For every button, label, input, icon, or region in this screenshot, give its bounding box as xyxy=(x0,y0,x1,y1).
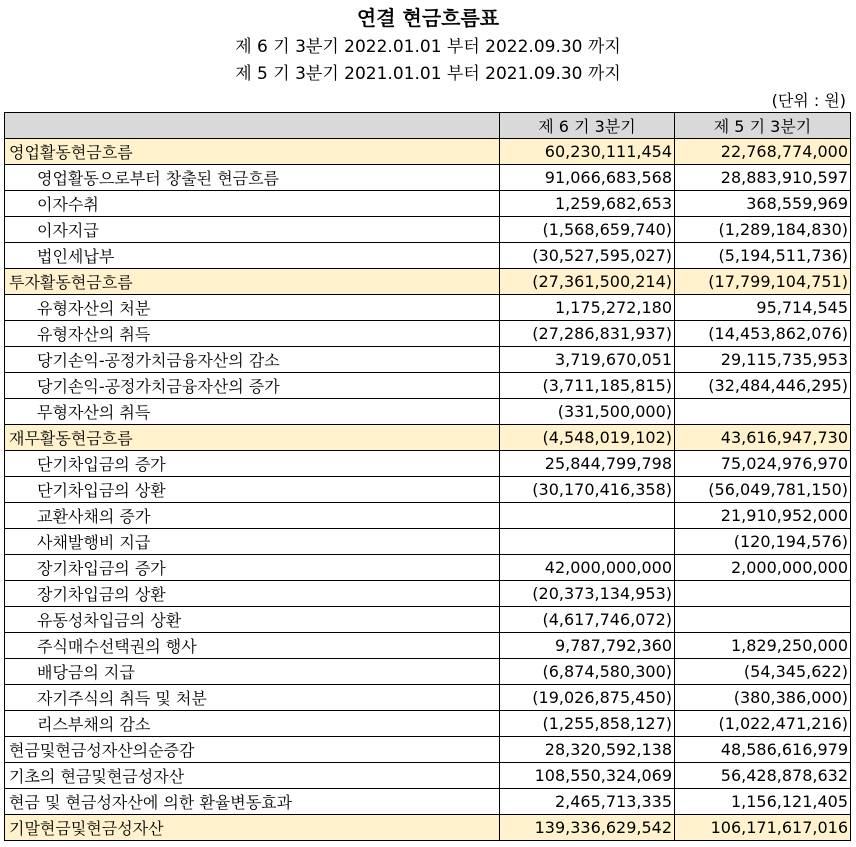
current-period-value: 28,320,592,138 xyxy=(500,737,675,763)
row-label: 장기차입금의 증가 xyxy=(5,555,500,581)
row-label: 기말현금및현금성자산 xyxy=(5,815,500,841)
row-label: 교환사채의 증가 xyxy=(5,503,500,529)
prior-period-value: (380,386,000) xyxy=(675,685,851,711)
current-period-value: 42,000,000,000 xyxy=(500,555,675,581)
prior-period-value: (120,194,576) xyxy=(675,529,851,555)
current-period-value: 108,550,324,069 xyxy=(500,763,675,789)
table-row xyxy=(5,685,851,711)
header-label-column xyxy=(5,113,500,139)
row-label: 영업활동으로부터 창출된 현금흐름 xyxy=(5,165,500,191)
table-row xyxy=(5,763,851,789)
unit-label: (단위 : 원) xyxy=(771,91,846,110)
table-row xyxy=(5,477,851,503)
page-title: 연결 현금흐름표 xyxy=(356,6,500,30)
row-label: 단기차입금의 상환 xyxy=(5,477,500,503)
prior-period-value: (54,345,622) xyxy=(675,659,851,685)
prior-period-value: 106,171,617,016 xyxy=(675,815,851,841)
row-label: 유형자산의 취득 xyxy=(5,321,500,347)
current-period-value: 1,259,682,653 xyxy=(500,191,675,217)
row-label: 현금 및 현금성자산에 의한 환율변동효과 xyxy=(5,789,500,815)
current-period-value: (20,373,134,953) xyxy=(500,581,675,607)
prior-period-value: 21,910,952,000 xyxy=(675,503,851,529)
row-label: 단기차입금의 증가 xyxy=(5,451,500,477)
current-period-value: 3,719,670,051 xyxy=(500,347,675,373)
row-label: 재무활동현금흐름 xyxy=(5,425,500,451)
table-row xyxy=(5,217,851,243)
row-label: 무형자산의 취득 xyxy=(5,399,500,425)
table-row xyxy=(5,815,851,841)
prior-period-value: 22,768,774,000 xyxy=(675,139,851,165)
prior-period-value xyxy=(675,581,851,607)
table-row xyxy=(5,659,851,685)
table-row xyxy=(5,269,851,295)
row-label: 현금및현금성자산의순증감 xyxy=(5,737,500,763)
table-row xyxy=(5,295,851,321)
current-period-value xyxy=(500,503,675,529)
row-label: 리스부채의 감소 xyxy=(5,711,500,737)
row-label: 유형자산의 처분 xyxy=(5,295,500,321)
prior-period-value: 29,115,735,953 xyxy=(675,347,851,373)
current-period-value: (19,026,875,450) xyxy=(500,685,675,711)
header-prior-period: 제 5 기 3분기 xyxy=(675,113,851,139)
table-row xyxy=(5,737,851,763)
row-label: 기초의 현금및현금성자산 xyxy=(5,763,500,789)
current-period-value: (4,617,746,072) xyxy=(500,607,675,633)
current-period-value: 91,066,683,568 xyxy=(500,165,675,191)
table-row xyxy=(5,191,851,217)
table-row xyxy=(5,529,851,555)
current-period-value: (27,361,500,214) xyxy=(500,269,675,295)
current-period-value: 139,336,629,542 xyxy=(500,815,675,841)
current-period-value: (331,500,000) xyxy=(500,399,675,425)
row-label: 당기손익-공정가치금융자산의 증가 xyxy=(5,373,500,399)
current-period-value xyxy=(500,529,675,555)
prior-period-value xyxy=(675,607,851,633)
row-label: 사채발행비 지급 xyxy=(5,529,500,555)
prior-period-value: 1,829,250,000 xyxy=(675,633,851,659)
prior-period-value: 48,586,616,979 xyxy=(675,737,851,763)
prior-period-value: 1,156,121,405 xyxy=(675,789,851,815)
table-row xyxy=(5,139,851,165)
current-period-value: (30,170,416,358) xyxy=(500,477,675,503)
row-label: 유동성차입금의 상환 xyxy=(5,607,500,633)
current-period-value: 1,175,272,180 xyxy=(500,295,675,321)
table-row xyxy=(5,503,851,529)
prior-period-value: (14,453,862,076) xyxy=(675,321,851,347)
prior-period-value: (5,194,511,736) xyxy=(675,243,851,269)
current-period-value: (1,568,659,740) xyxy=(500,217,675,243)
row-label: 자기주식의 취득 및 처분 xyxy=(5,685,500,711)
current-period-value: 9,787,792,360 xyxy=(500,633,675,659)
prior-period-value: (1,289,184,830) xyxy=(675,217,851,243)
prior-period-value: 95,714,545 xyxy=(675,295,851,321)
current-period-value: (27,286,831,937) xyxy=(500,321,675,347)
period-current: 제 6 기 3분기 2022.01.01 부터 2022.09.30 까지 xyxy=(235,37,621,57)
row-label: 법인세납부 xyxy=(5,243,500,269)
table-row xyxy=(5,789,851,815)
current-period-value: 2,465,713,335 xyxy=(500,789,675,815)
current-period-value: (4,548,019,102) xyxy=(500,425,675,451)
current-period-value: (3,711,185,815) xyxy=(500,373,675,399)
current-period-value: 60,230,111,454 xyxy=(500,139,675,165)
table-row xyxy=(5,607,851,633)
table-row xyxy=(5,321,851,347)
table-row xyxy=(5,425,851,451)
prior-period-value: 2,000,000,000 xyxy=(675,555,851,581)
prior-period-value: 75,024,976,970 xyxy=(675,451,851,477)
row-label: 장기차입금의 상환 xyxy=(5,581,500,607)
table-row xyxy=(5,399,851,425)
prior-period-value: (32,484,446,295) xyxy=(675,373,851,399)
table-row xyxy=(5,711,851,737)
prior-period-value: (56,049,781,150) xyxy=(675,477,851,503)
table-row xyxy=(5,373,851,399)
row-label: 이자수취 xyxy=(5,191,500,217)
period-prior: 제 5 기 3분기 2021.01.01 부터 2021.09.30 까지 xyxy=(235,64,621,84)
table-row xyxy=(5,555,851,581)
row-label: 영업활동현금흐름 xyxy=(5,139,500,165)
table-row xyxy=(5,451,851,477)
prior-period-value: 368,559,969 xyxy=(675,191,851,217)
current-period-value: (1,255,858,127) xyxy=(500,711,675,737)
prior-period-value: (1,022,471,216) xyxy=(675,711,851,737)
prior-period-value xyxy=(675,399,851,425)
table-header-row xyxy=(5,113,851,139)
current-period-value: 25,844,799,798 xyxy=(500,451,675,477)
row-label: 배당금의 지급 xyxy=(5,659,500,685)
table-row xyxy=(5,165,851,191)
row-label: 주식매수선택권의 행사 xyxy=(5,633,500,659)
row-label: 이자지급 xyxy=(5,217,500,243)
table-row xyxy=(5,633,851,659)
prior-period-value: 28,883,910,597 xyxy=(675,165,851,191)
prior-period-value: 43,616,947,730 xyxy=(675,425,851,451)
prior-period-value: (17,799,104,751) xyxy=(675,269,851,295)
table-row xyxy=(5,581,851,607)
prior-period-value: 56,428,878,632 xyxy=(675,763,851,789)
row-label: 투자활동현금흐름 xyxy=(5,269,500,295)
header-current-period: 제 6 기 3분기 xyxy=(500,113,675,139)
row-label: 당기손익-공정가치금융자산의 감소 xyxy=(5,347,500,373)
table-row xyxy=(5,347,851,373)
current-period-value: (6,874,580,300) xyxy=(500,659,675,685)
current-period-value: (30,527,595,027) xyxy=(500,243,675,269)
cash-flow-table xyxy=(4,112,851,841)
table-row xyxy=(5,243,851,269)
